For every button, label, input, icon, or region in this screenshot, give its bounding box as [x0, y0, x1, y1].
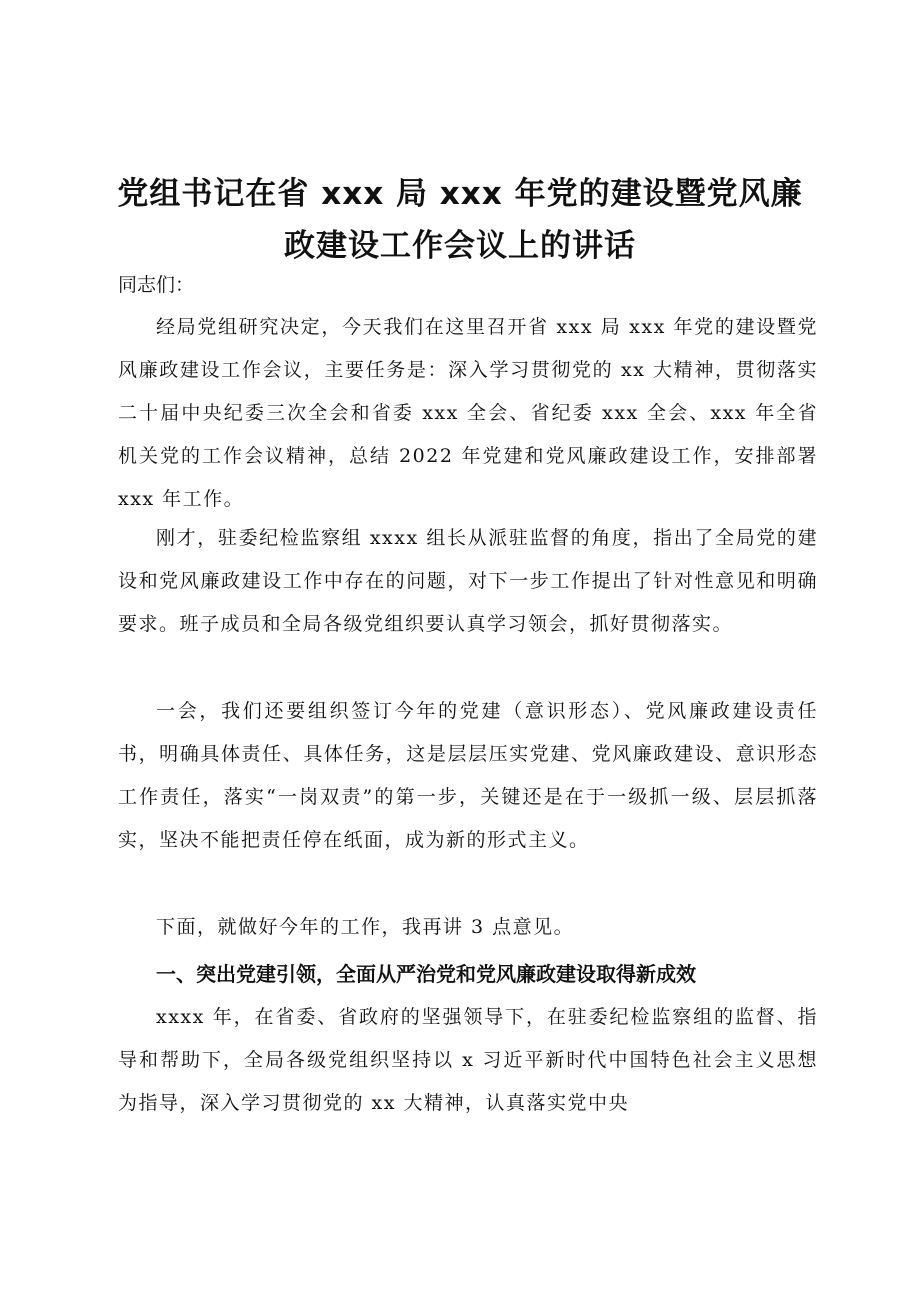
body-paragraph-1: 经局党组研究决定，今天我们在这里召开省 xxx 局 xxx 年党的建设暨党风廉政建设工作会议，主要任务是：深入学习贯彻党的 xx 大精神，贯彻落实二十届中央纪委三次全会和省委 xxx 全会、省纪委 xxx 全会、xxx 年全省机关党的工作会议精神，总结 2022 年党建和党风廉政建设工作，安排部署 xxx 年工作。 [118, 316, 818, 510]
document-title-line-1: 党组书记在省 xxx 局 xxx 年党的建设暨党风廉 [117, 176, 803, 212]
salutation: 同志们： [118, 274, 195, 296]
document-title-line-2: 政建设工作会议上的讲话 [284, 228, 636, 264]
body-paragraph-3: 一会，我们还要组织签订今年的党建（意识形态）、党风廉政建设责任书，明确具体责任、具体任务，这是层层压实党建、党风廉政建设、意识形态工作责任，落实“一岗双责”的第一步，关键还是在于一级抓一级、层层抓落实，坚决不能把责任停在纸面，成为新的形式主义。 [118, 700, 818, 851]
section-paragraph: xxxx 年，在省委、省政府的坚强领导下，在驻委纪检监察组的监督、指导和帮助下，全局各级党组织坚持以 x 习近平新时代中国特色社会主义思想为指导，深入学习贯彻党的 xx 大精神，认真落实党中央 [118, 1006, 818, 1114]
body-paragraph-2: 刚才，驻委纪检监察组 xxxx 组长从派驻监督的角度，指出了全局党的建设和党风廉政建设工作中存在的问题，对下一步工作提出了针对性意见和明确要求。班子成员和全局各级党组织要认真学习领会，抓好贯彻落实。 [118, 527, 818, 635]
section-heading: 一、突出党建引领，全面从严治党和党风廉政建设取得新成效 [156, 962, 696, 986]
body-paragraph-4: 下面，就做好今年的工作，我再讲 3 点意见。 [156, 916, 575, 938]
